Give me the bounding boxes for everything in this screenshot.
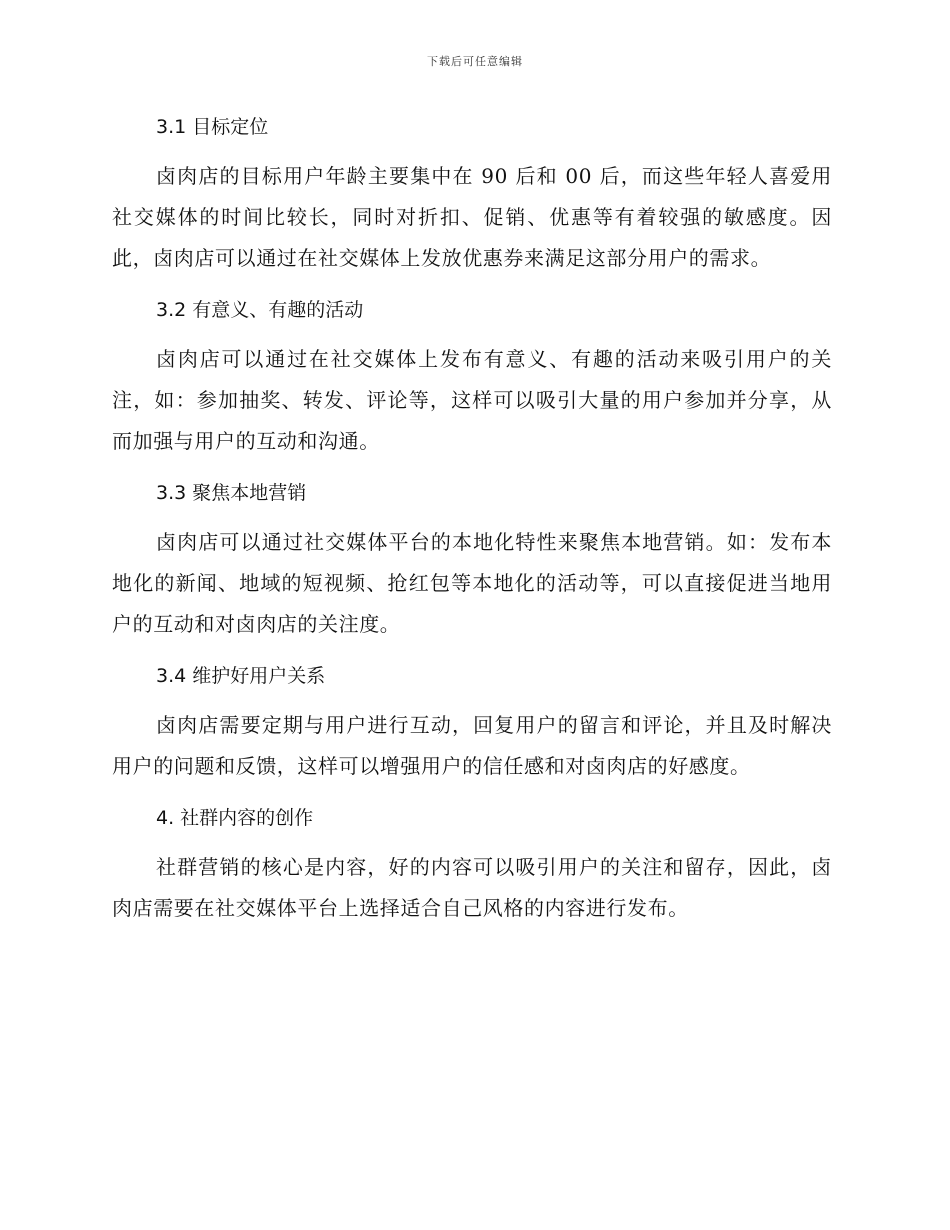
section-heading: 3.4 维护好用户关系 bbox=[156, 665, 326, 687]
section-heading: 3.3 聚焦本地营销 bbox=[156, 482, 307, 504]
section-paragraph: 卤肉店需要定期与用户进行互动，回复用户的留言和评论，并且及时解决用户的问题和反馈，这样可以增强用户的信任感和对卤肉店的好感度。 bbox=[112, 713, 832, 778]
section-paragraph: 卤肉店可以通过社交媒体平台的本地化特性来聚焦本地营销。如：发布本地化的新闻、地域的短视频、抢红包等本地化的活动等，可以直接促进当地用户的互动和对卤肉店的关注度。 bbox=[112, 530, 832, 636]
section bbox=[112, 657, 832, 787]
section-heading: 4. 社群内容的创作 bbox=[156, 807, 314, 829]
section-paragraph: 卤肉店的目标用户年龄主要集中在 90 后和 00 后，而这些年轻人喜爱用社交媒体的时间比较长，同时对折扣、促销、优惠等有着较强的敏感度。因此，卤肉店可以通过在社交媒体上发放优惠券来满足这部分用户的需求。 bbox=[112, 164, 832, 270]
section-heading: 3.1 目标定位 bbox=[156, 116, 269, 138]
section-paragraph: 社群营销的核心是内容，好的内容可以吸引用户的关注和留存，因此，卤肉店需要在社交媒体平台上选择适合自己风格的内容进行发布。 bbox=[112, 855, 832, 920]
section-heading: 3.2 有意义、有趣的活动 bbox=[156, 299, 364, 321]
section bbox=[112, 291, 832, 462]
section bbox=[112, 108, 832, 279]
section bbox=[112, 474, 832, 645]
document-body bbox=[112, 108, 832, 941]
section-paragraph: 卤肉店可以通过在社交媒体上发布有意义、有趣的活动来吸引用户的关注，如：参加抽奖、转发、评论等，这样可以吸引大量的用户参加并分享，从而加强与用户的互动和沟通。 bbox=[112, 347, 832, 453]
section bbox=[112, 799, 832, 929]
page-header: 下载后可任意编辑 bbox=[427, 55, 523, 68]
